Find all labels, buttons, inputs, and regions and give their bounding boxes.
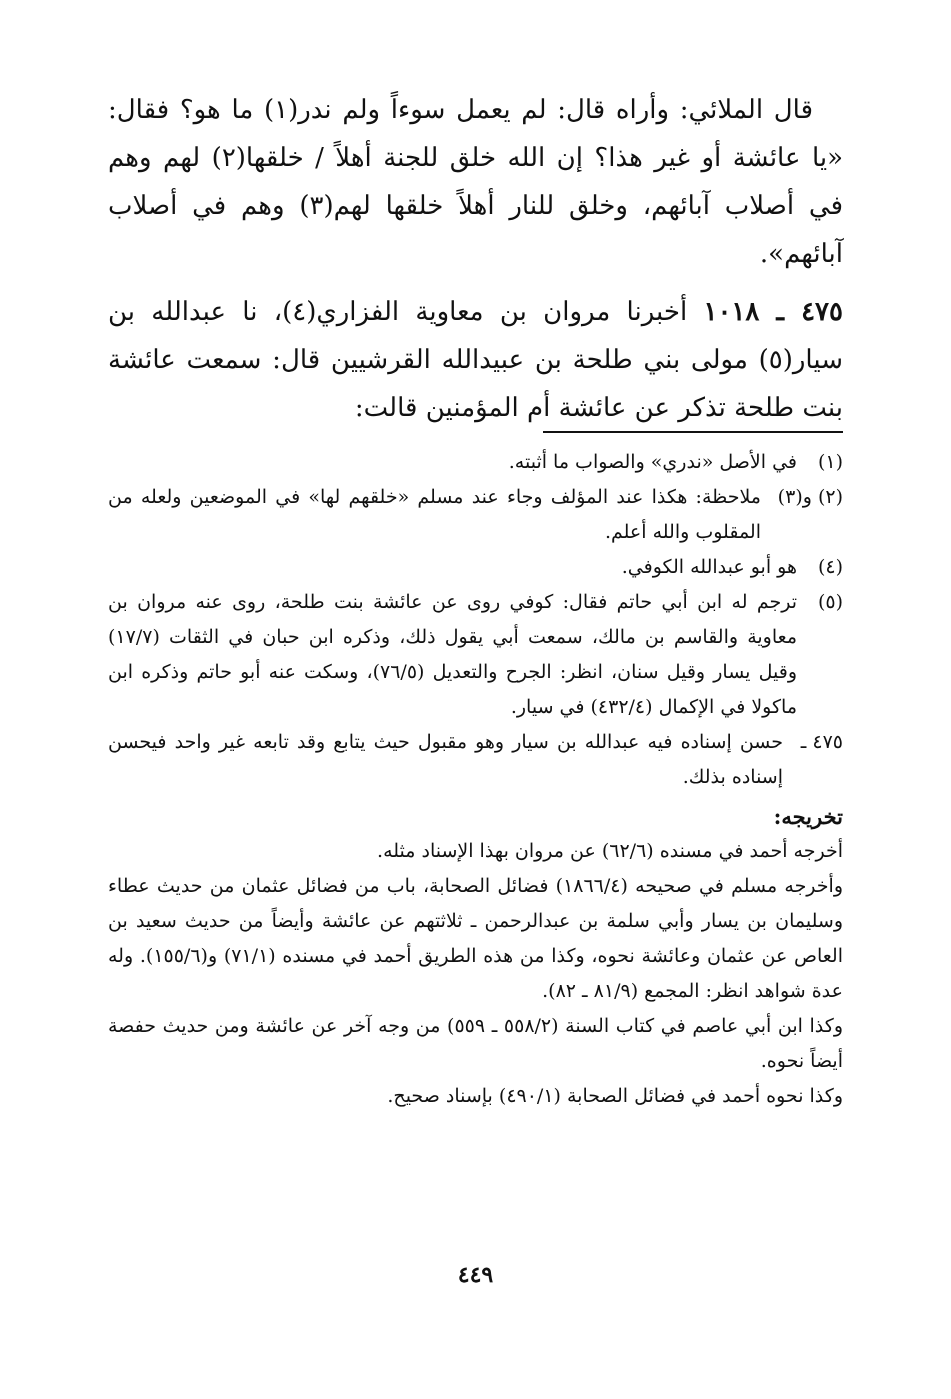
- footnote-mark: ٤٧٥ ـ: [800, 731, 843, 753]
- takhrij-line-4: وكذا نحوه أحمد في فضائل الصحابة (٤٩٠/١) بإسناد صحيح.: [387, 1085, 843, 1107]
- footnote-1: [108, 445, 843, 480]
- footnote-mark: (٢) و(٣): [777, 486, 843, 508]
- paragraph-2: [108, 288, 843, 432]
- takhrij-heading: تخريجه:: [773, 804, 843, 829]
- takhrij-line-2: وأخرجه مسلم في صحيحه (١٨٦٦/٤) فضائل الصحابة، باب من فضائل عثمان من حديث عطاء وسليمان بن يسار وأبي سلمة بن عبدالرحمن ـ ثلاثتهم عن عائشة وأيضاً من حديث سعيد بن العاص عن عثمان وعائشة نحوه، وكذا من هذه الطريق أحمد في مسنده (٧١/١) و(١٥٥/٦). وله عدة شواهد انظر: المجمع (٨١/٩ ـ ٨٢).: [108, 875, 843, 1002]
- footnote-2-3: [108, 480, 843, 550]
- footnote-5: [108, 585, 843, 725]
- hadith-number: ٤٧٥ ـ ١٠١٨: [703, 297, 843, 327]
- footnote-text: ملاحظة: هكذا عند المؤلف وجاء عند مسلم «خلقهم لها» في الموضعين ولعله من المقلوب والله أعلم.: [108, 486, 761, 543]
- footnote-mark: (٥): [817, 591, 843, 613]
- paragraph-1: قال الملائي: وأراه قال: لم يعمل سوءاً ولم ندر(١) ما هو؟ فقال: «يا عائشة أو غير هذا؟ إن الله خلق للجنة أهلاً / خلقها(٢) لهم وهم في أصلاب آبائهم، وخلق للنار أهلاً خلقها لهم(٣) وهم في أصلاب آبائهم».: [108, 95, 844, 269]
- footnote-mark: (١): [817, 451, 843, 473]
- takhrij-line-3: وكذا ابن أبي عاصم في كتاب السنة (٥٥٨/٢ ـ ٥٥٩) من وجه آخر عن عائشة ومن حديث حفصة أيضاً نحوه.: [108, 1015, 843, 1072]
- hadith-grading-note: [108, 725, 843, 795]
- footnote-text: ترجم له ابن أبي حاتم فقال: كوفي روى عن عائشة بنت طلحة، روى عنه مروان بن معاوية والقاسم بن مالك، سمعت أبي يقول ذلك، وذكره ابن حبان في الثقات (١٧/٧) وقيل يسار وقيل سنان، انظر: الجرح والتعديل (٧٦/٥)، وسكت عنه أبو حاتم وذكره ابن ماكولا في الإكمال (٤٣٢/٤) في سيار.: [108, 591, 797, 718]
- page-number: ٤٤٩: [457, 1262, 494, 1288]
- footnote-mark: (٤): [817, 556, 843, 578]
- main-text: [108, 86, 843, 432]
- footnote-text: في الأصل «ندري» والصواب ما أثبته.: [508, 451, 797, 473]
- footnote-4: [108, 550, 843, 585]
- footnotes: [108, 445, 843, 1114]
- takhrij-line-1: أخرجه أحمد في مسنده (٦٢/٦) عن مروان بهذا الإسناد مثله.: [377, 840, 843, 862]
- paragraph-2-text: أخبرنا مروان بن معاوية الفزاري(٤)، نا عبدالله بن سيار(٥) مولى بني طلحة بن عبيدالله القرشيين قال: سمعت عائشة بنت طلحة تذكر عن عائشة أم المؤمنين قالت:: [108, 297, 843, 423]
- footnote-text: حسن إسناده فيه عبدالله بن سيار وهو مقبول حيث يتابع وقد تابعه غير واحد فيحسن إسناده بذلك.: [108, 731, 783, 788]
- footnote-separator: [543, 431, 843, 433]
- footnote-text: هو أبو عبدالله الكوفي.: [621, 556, 797, 578]
